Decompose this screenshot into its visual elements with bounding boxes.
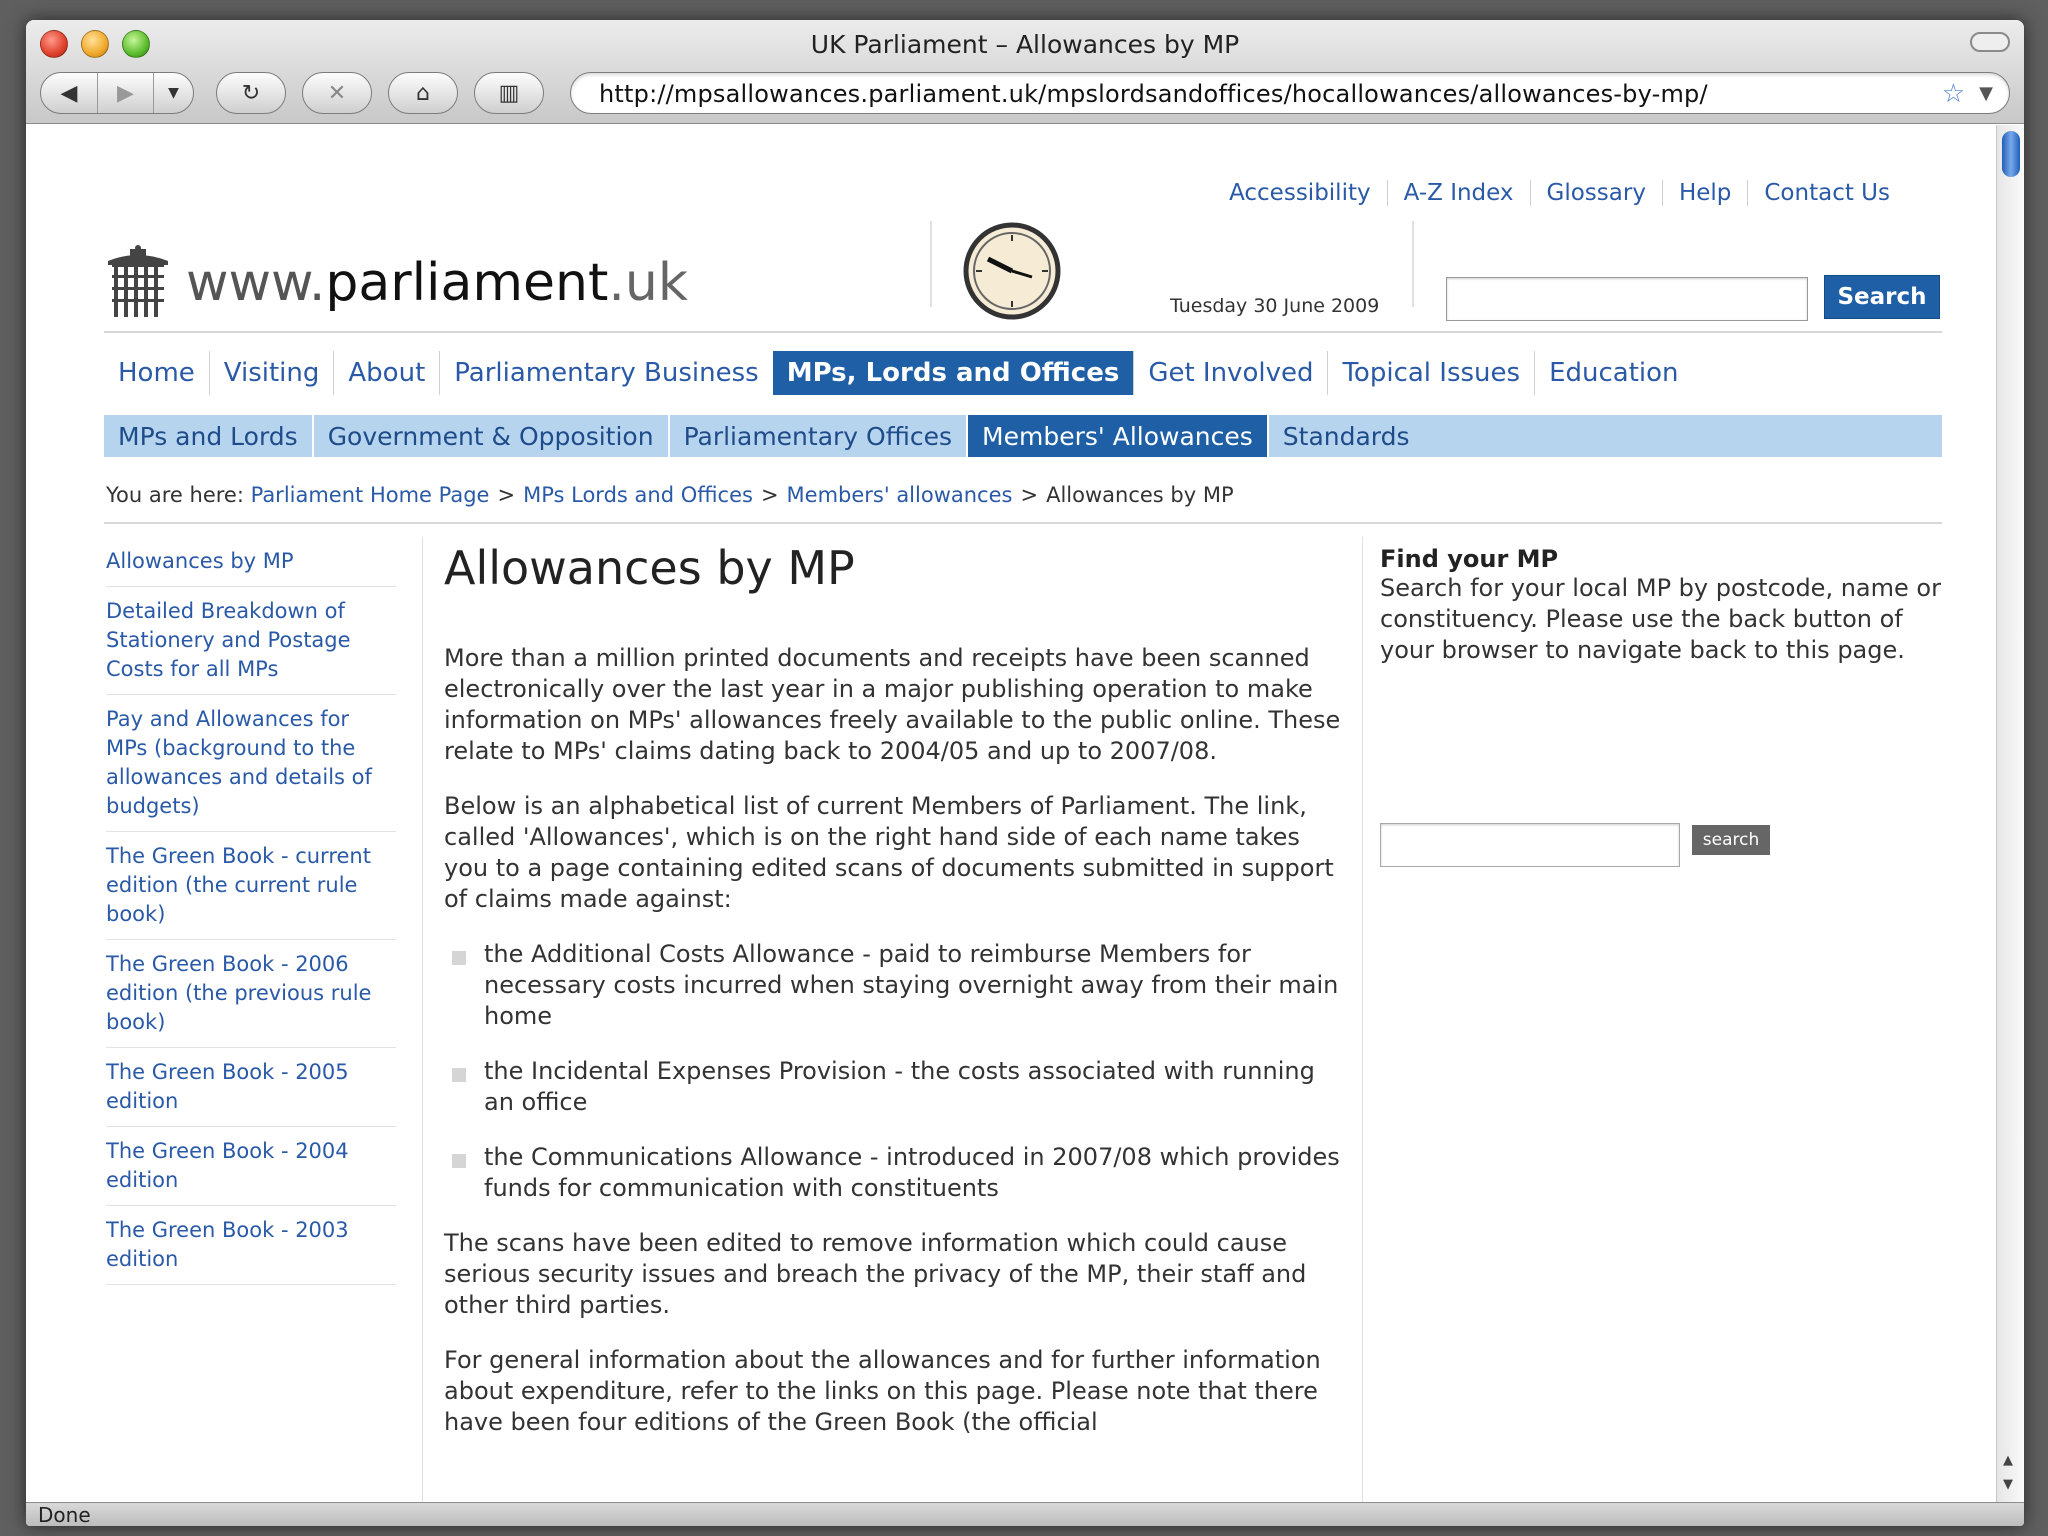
- left-sidebar-nav: [106, 537, 396, 1285]
- portcullis-favicon-icon: ▥: [498, 80, 520, 106]
- site-search-button[interactable]: Search: [1824, 275, 1940, 319]
- nav-tab-mps-lords-and-offices[interactable]: MPs, Lords and Offices: [773, 351, 1134, 395]
- find-mp-description: Search for your local MP by postcode, name or constituency. Please use the back button of your browser to navigate back to this page.: [1380, 574, 1941, 664]
- square-bullet-icon: [452, 1154, 466, 1168]
- breadcrumb-separator: >: [497, 483, 516, 507]
- back-icon[interactable]: ◀: [60, 80, 78, 106]
- utility-links: [1213, 180, 1906, 206]
- reload-button[interactable]: [216, 72, 286, 114]
- divider: [104, 522, 1942, 524]
- browser-chrome: [26, 20, 2024, 124]
- nav-tab-parliamentary-business[interactable]: Parliamentary Business: [439, 351, 772, 395]
- nav-tab-about[interactable]: About: [333, 351, 439, 395]
- header-divider: [1412, 221, 1414, 307]
- allowance-text: the Incidental Expenses Provision - the costs associated with running an office: [484, 1057, 1315, 1116]
- breadcrumb-link[interactable]: MPs Lords and Offices: [523, 483, 753, 507]
- reload-icon: ↻: [241, 80, 261, 106]
- breadcrumb-separator: >: [1020, 483, 1039, 507]
- column-divider: [422, 537, 423, 1503]
- forward-icon[interactable]: ▶: [97, 73, 153, 113]
- allowance-text: the Communications Allowance - introduced in 2007/08 which provides funds for communication with constituents: [484, 1143, 1340, 1202]
- nav-tab-education[interactable]: Education: [1534, 351, 1692, 395]
- home-icon: ⌂: [416, 80, 430, 106]
- subnav-tab-standards[interactable]: Standards: [1267, 415, 1424, 457]
- find-mp-search-button[interactable]: search: [1692, 825, 1770, 855]
- web-page: [26, 125, 1996, 1503]
- home-button[interactable]: [388, 72, 458, 114]
- general-info-paragraph: For general information about the allowances and for further information about expenditure, refer to the links on this page. Please note that there have been four editions of the Green Book (the official: [444, 1346, 1321, 1436]
- column-divider: [1362, 537, 1363, 1503]
- breadcrumb-link[interactable]: Parliament Home Page: [250, 483, 490, 507]
- breadcrumb: [106, 483, 1234, 507]
- sidebar-link[interactable]: Detailed Breakdown of Stationery and Postage Costs for all MPs: [106, 587, 396, 695]
- subnav-tab-government-opposition[interactable]: Government & Opposition: [312, 415, 668, 457]
- allowance-list-item: [444, 939, 1344, 1032]
- sidebar-link[interactable]: Pay and Allowances for MPs (background to the allowances and details of budgets): [106, 695, 396, 832]
- nav-tab-visiting[interactable]: Visiting: [209, 351, 334, 395]
- back-forward-group: [40, 72, 194, 114]
- breadcrumb-link[interactable]: Members' allowances: [786, 483, 1013, 507]
- subnav-tab-mps-and-lords[interactable]: MPs and Lords: [118, 421, 298, 451]
- page-title: Allowances by MP: [444, 541, 855, 595]
- scans-paragraph: The scans have been edited to remove information which could cause serious security issues and breach the privacy of the MP, their staff and other third parties.: [444, 1229, 1307, 1319]
- util-link-accessibility[interactable]: Accessibility: [1229, 180, 1371, 206]
- stop-icon: ✕: [327, 80, 347, 106]
- history-dropdown-icon[interactable]: ▼: [153, 73, 193, 113]
- primary-nav: [104, 351, 1693, 395]
- allowance-list: [444, 939, 1344, 1204]
- util-link-contact-us[interactable]: Contact Us: [1747, 180, 1906, 206]
- stop-button[interactable]: [302, 72, 372, 114]
- address-bar[interactable]: [570, 72, 2010, 114]
- subnav-tab-members-allowances[interactable]: Members' Allowances: [966, 415, 1267, 457]
- site-search-input[interactable]: [1446, 277, 1808, 321]
- logo-text: www.parliament.uk: [186, 253, 688, 313]
- nav-tab-topical-issues[interactable]: Topical Issues: [1327, 351, 1534, 395]
- vertical-scrollbar[interactable]: [1996, 125, 2024, 1503]
- bookmark-star-icon[interactable]: ☆: [1941, 79, 1965, 109]
- status-bar: Done: [26, 1502, 2024, 1526]
- find-mp-panel: [1380, 545, 1960, 850]
- breadcrumb-prefix: You are here:: [106, 483, 244, 507]
- sidebar-link[interactable]: Allowances by MP: [106, 537, 396, 587]
- sidebar-link[interactable]: The Green Book - 2004 edition: [106, 1127, 396, 1206]
- sidebar-link[interactable]: The Green Book - 2005 edition: [106, 1048, 396, 1127]
- sidebar-link[interactable]: The Green Book - 2006 edition (the previous rule book): [106, 940, 396, 1048]
- intro-paragraph: More than a million printed documents and receipts have been scanned electronically over the last year in a major publishing operation to make information on MPs' allowances freely available to the public online. These relate to MPs' claims dating back to 2004/05 and up to 2007/08.: [444, 644, 1341, 765]
- square-bullet-icon: [452, 1068, 466, 1082]
- scroll-arrows[interactable]: ▲ ▼: [2003, 1453, 2013, 1492]
- subnav-tab-parliamentary-offices[interactable]: Parliamentary Offices: [668, 415, 966, 457]
- site-icon-button[interactable]: [474, 72, 544, 114]
- big-ben-clock-icon: [962, 221, 1062, 321]
- breadcrumb-current: Allowances by MP: [1046, 483, 1234, 507]
- url-dropdown-icon[interactable]: ▼: [1979, 83, 1993, 104]
- breadcrumb-separator: >: [760, 483, 779, 507]
- util-link-a-z-index[interactable]: A-Z Index: [1387, 180, 1530, 206]
- parliament-logo[interactable]: [106, 245, 688, 321]
- allowance-list-item: [444, 1142, 1344, 1204]
- allowance-text: the Additional Costs Allowance - paid to reimburse Members for necessary costs incurred when staying overnight away from their main home: [484, 940, 1339, 1030]
- util-link-help[interactable]: Help: [1662, 180, 1747, 206]
- find-mp-title: Find your MP: [1380, 545, 1559, 573]
- url-text[interactable]: http://mpsallowances.parliament.uk/mpslordsandoffices/hocallowances/allowances-by-mp/: [599, 80, 1708, 108]
- browser-window: [26, 20, 2024, 1526]
- current-date: Tuesday 30 June 2009: [1170, 295, 1380, 317]
- browser-toolbar: [40, 70, 2010, 116]
- util-link-glossary[interactable]: Glossary: [1530, 180, 1662, 206]
- sidebar-link[interactable]: The Green Book - current edition (the current rule book): [106, 832, 396, 940]
- main-content: [444, 541, 1344, 1462]
- scroll-thumb[interactable]: [2002, 131, 2020, 177]
- secondary-nav: [104, 415, 1942, 457]
- divider: [104, 331, 1942, 333]
- sidebar-link[interactable]: The Green Book - 2003 edition: [106, 1206, 396, 1285]
- header-divider: [930, 221, 932, 307]
- portcullis-icon: [106, 245, 170, 321]
- nav-tab-home[interactable]: Home: [118, 358, 195, 388]
- toolbar-toggle-button[interactable]: [1970, 32, 2010, 52]
- nav-tab-get-involved[interactable]: Get Involved: [1133, 351, 1327, 395]
- square-bullet-icon: [452, 951, 466, 965]
- find-mp-input[interactable]: [1380, 823, 1680, 867]
- list-intro-paragraph: Below is an alphabetical list of current Members of Parliament. The link, called 'Allowances', which is on the right hand side of each name takes you to a page containing edited scans of documents submitted in support of claims made against:: [444, 792, 1334, 913]
- window-title: UK Parliament – Allowances by MP: [810, 30, 1240, 59]
- allowance-list-item: [444, 1056, 1344, 1118]
